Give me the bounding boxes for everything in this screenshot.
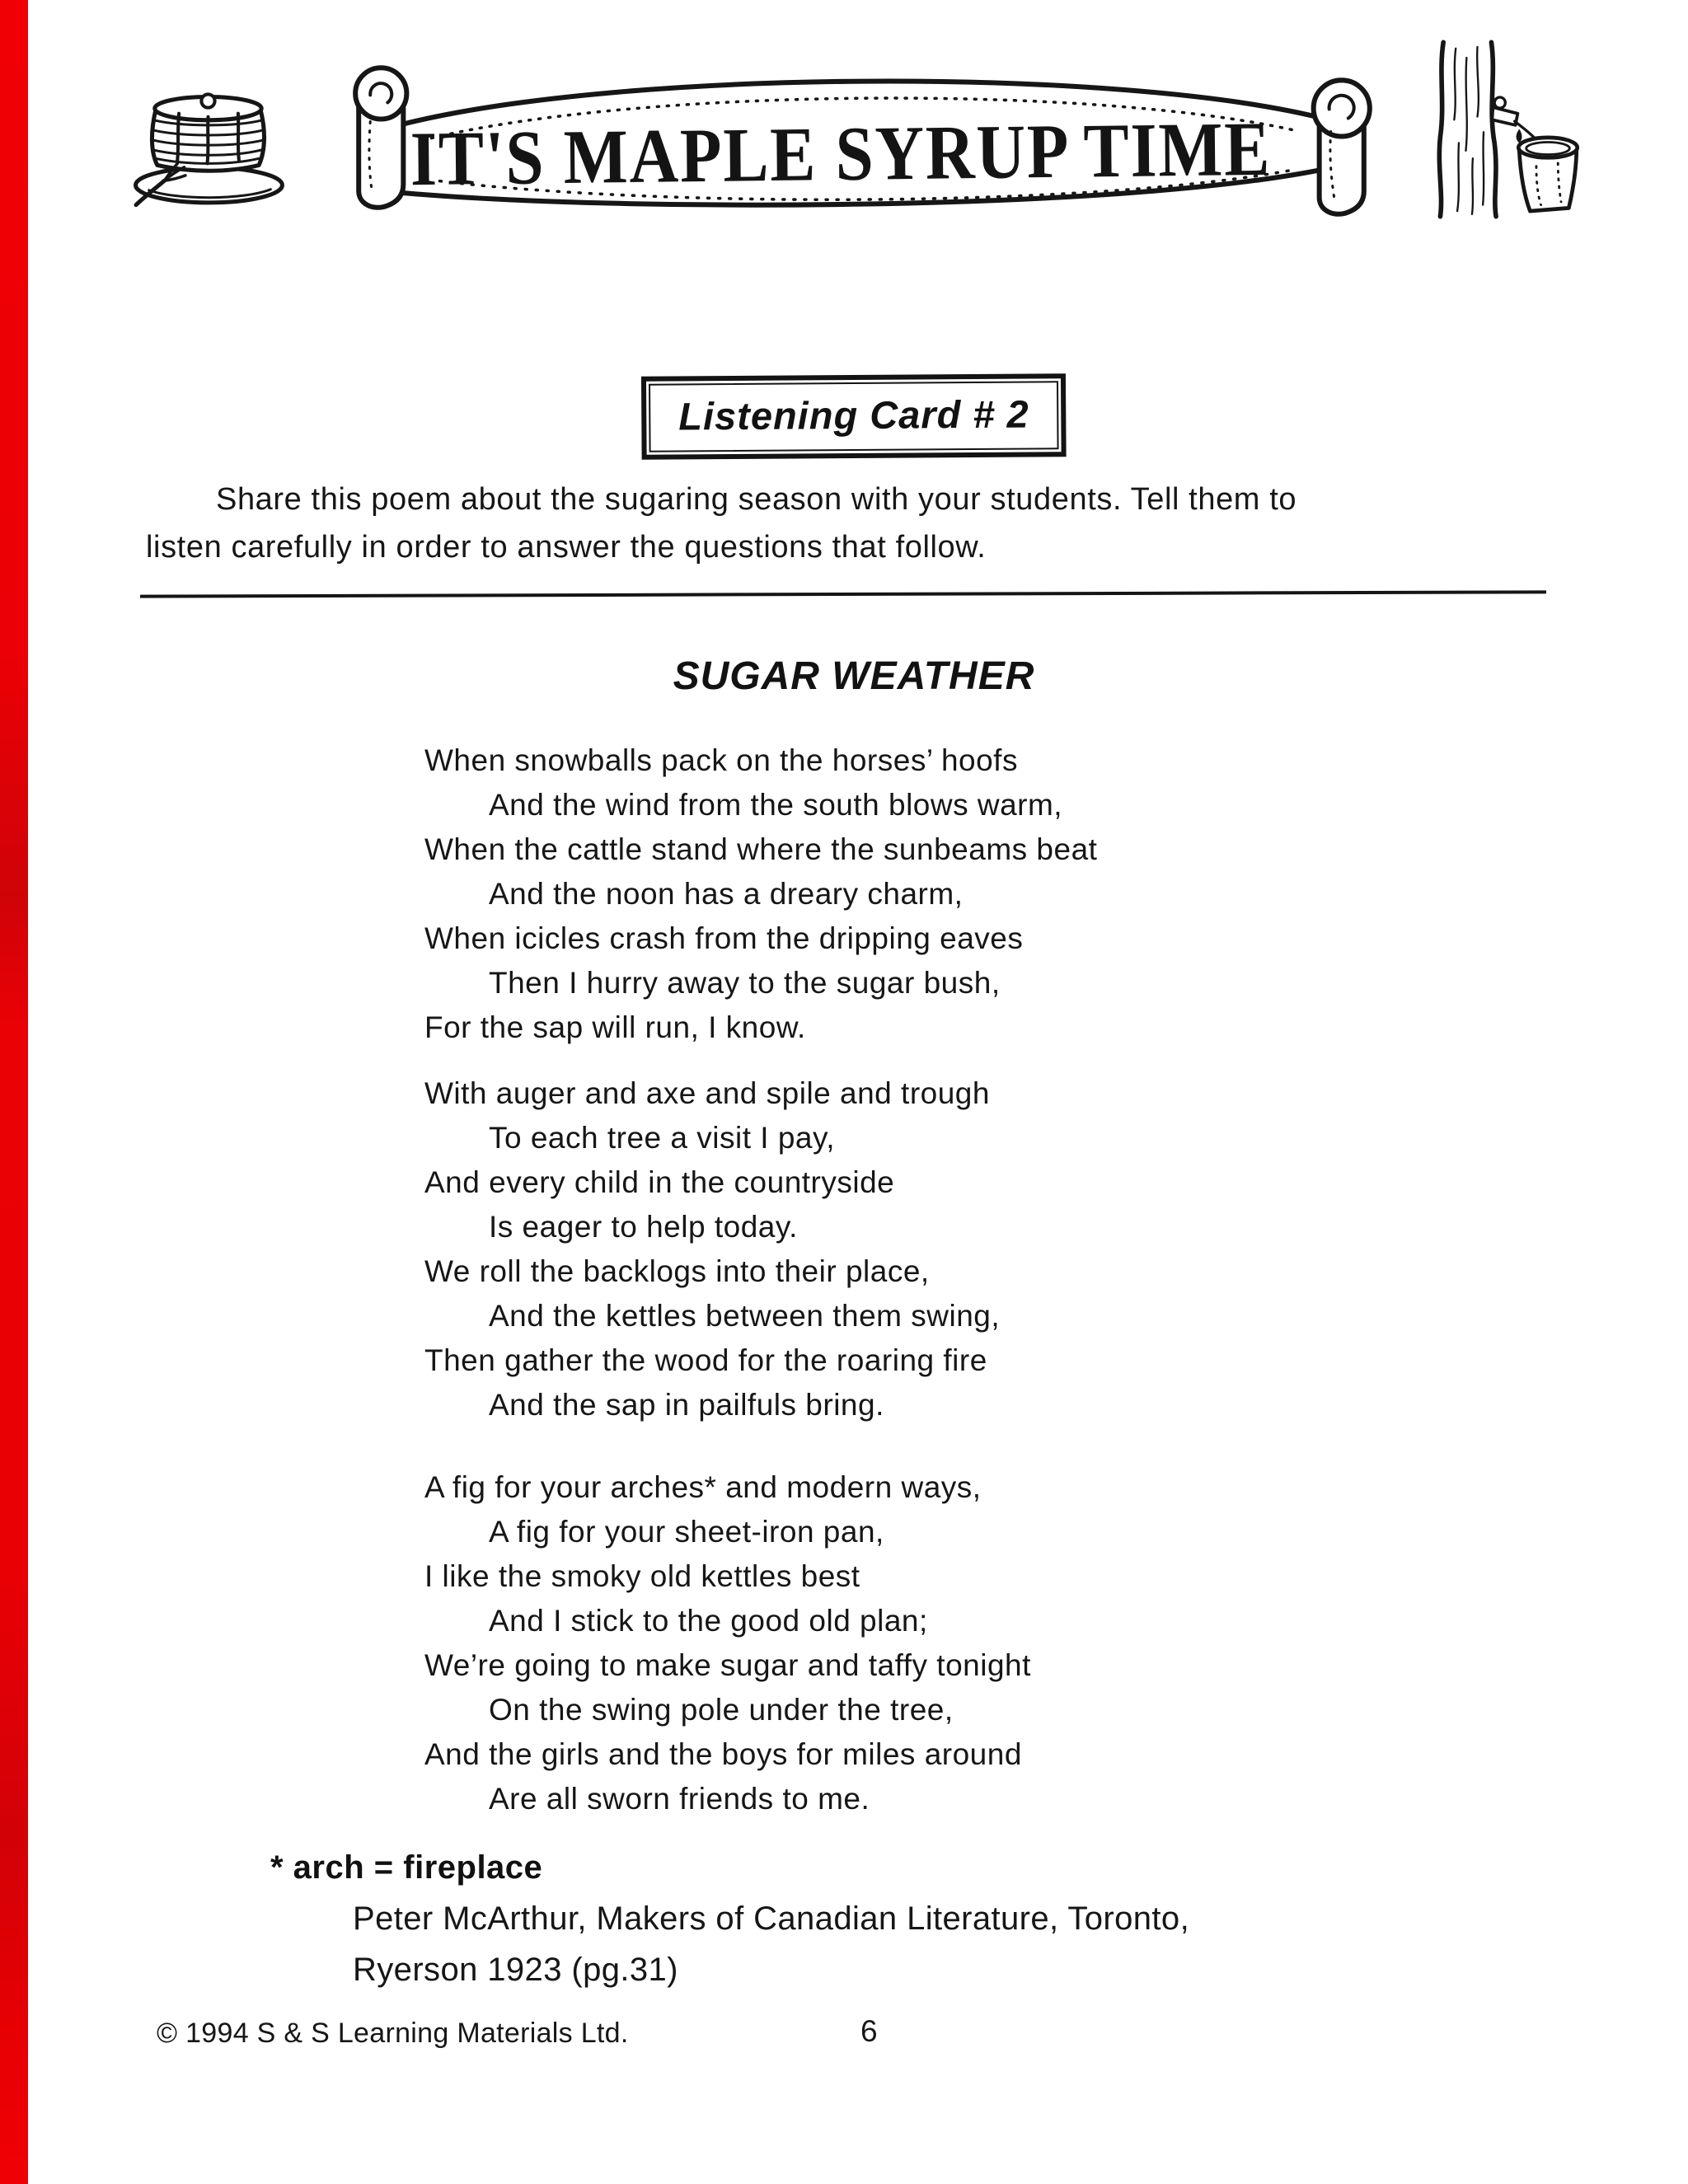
- intro-line: listen carefully in order to answer the questions that follow.: [146, 530, 987, 565]
- poem-title: SUGAR WEATHER: [673, 654, 1035, 698]
- red-binding-stripe: [0, 0, 28, 2184]
- poem-line: A fig for your arches* and modern ways,: [424, 1470, 982, 1504]
- banner-title: IT'S MAPLE SYRUP TIME: [410, 105, 1272, 203]
- page-number: 6: [860, 2014, 878, 2048]
- poem-line: We roll the backlogs into their place,: [424, 1254, 930, 1288]
- poem-line: Are all sworn friends to me.: [489, 1782, 870, 1816]
- poem-line: A fig for your sheet-iron pan,: [489, 1515, 884, 1549]
- attribution-line: Peter McArthur, Makers of Canadian Literature, Toronto,: [353, 1900, 1190, 1937]
- poem-stanza: [424, 1071, 1000, 1427]
- poem-stanza: [424, 738, 1097, 1050]
- intro-line: Share this poem about the sugaring season with your students. Tell them to: [216, 482, 1297, 517]
- poem-line: To each tree a visit I pay,: [489, 1121, 836, 1155]
- poem-line: When the cattle stand where the sunbeams beat: [424, 832, 1098, 866]
- poem-line: Then I hurry away to the sugar bush,: [489, 966, 1001, 1000]
- pancakes-icon: [122, 60, 297, 210]
- poem-line: I like the smoky old kettles best: [424, 1559, 860, 1593]
- maple-tree-sap-bucket-icon: [1420, 40, 1587, 219]
- poem-line: And the girls and the boys for miles around: [424, 1737, 1022, 1771]
- copyright-text: © 1994 S & S Learning Materials Ltd.: [157, 2018, 629, 2049]
- poem-line: On the swing pole under the tree,: [489, 1693, 954, 1727]
- poem-line: For the sap will run, I know.: [424, 1010, 806, 1044]
- listening-card-box-inner: [649, 381, 1059, 452]
- listening-card-label: Listening Card # 2: [678, 391, 1029, 438]
- poem-line: We’re going to make sugar and taffy tonight: [424, 1648, 1031, 1682]
- attribution-line: Ryerson 1923 (pg.31): [353, 1952, 678, 1988]
- section-divider: [140, 590, 1546, 598]
- banner: [0, 37, 1688, 231]
- poem-line: When snowballs pack on the horses’ hoofs: [424, 743, 1018, 777]
- poem-line: And every child in the countryside: [424, 1165, 895, 1199]
- listening-card-box: [641, 373, 1067, 460]
- poem-line: And the noon has a dreary charm,: [489, 877, 964, 911]
- poem-line: Then gather the wood for the roaring fire: [424, 1343, 987, 1377]
- poem-line: And the kettles between them swing,: [489, 1299, 1001, 1333]
- poem-line: And I stick to the good old plan;: [489, 1604, 928, 1638]
- poem-line: When icicles crash from the dripping eaves: [424, 921, 1024, 955]
- poem-line: With auger and axe and spile and trough: [424, 1076, 990, 1110]
- poem-footnote: * arch = fireplace: [270, 1849, 543, 1886]
- poem-line: And the sap in pailfuls bring.: [489, 1388, 884, 1422]
- poem-line: Is eager to help today.: [489, 1210, 798, 1244]
- poem-stanza: [424, 1465, 1031, 1821]
- poem-line: And the wind from the south blows warm,: [489, 788, 1063, 822]
